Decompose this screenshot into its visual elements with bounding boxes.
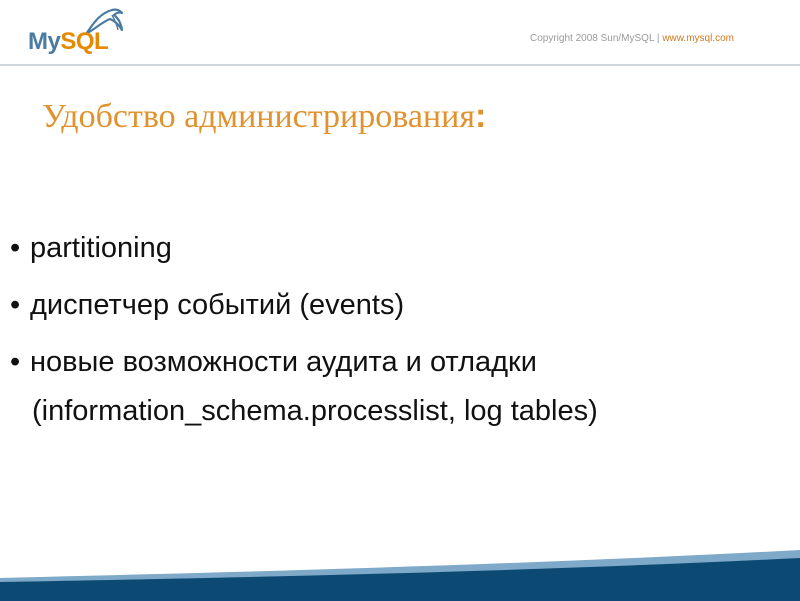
copyright-separator: | xyxy=(656,33,660,44)
header-divider xyxy=(0,64,800,66)
bullet-marker: • xyxy=(10,289,21,321)
bullet-marker: • xyxy=(10,346,21,378)
mysql-logo xyxy=(28,6,128,62)
footer-swoosh xyxy=(0,540,800,601)
copyright-text: Copyright 2008 Sun/MySQL xyxy=(530,33,655,44)
bullet-continuation-text: (information_schema.processlist, log tables) xyxy=(32,395,598,427)
bullet-text: новые возможности аудита и отладки xyxy=(30,346,537,378)
bullet-text: partitioning xyxy=(30,232,172,264)
bullet-list xyxy=(10,220,800,440)
bullet-item-events xyxy=(10,277,800,334)
website-link[interactable]: www.mysql.com xyxy=(662,33,734,44)
slide-title xyxy=(42,98,486,135)
bullet-continuation xyxy=(10,383,800,440)
bullet-marker: • xyxy=(10,232,21,264)
logo-wordmark: MySQL xyxy=(28,28,109,55)
bullet-item-partitioning xyxy=(10,220,800,277)
bullet-text: диспетчер событий (events) xyxy=(30,289,405,321)
copyright-line xyxy=(530,33,734,44)
slide-title-text: Удобство администрирования xyxy=(42,98,475,135)
slide-title-colon: : xyxy=(474,97,487,135)
